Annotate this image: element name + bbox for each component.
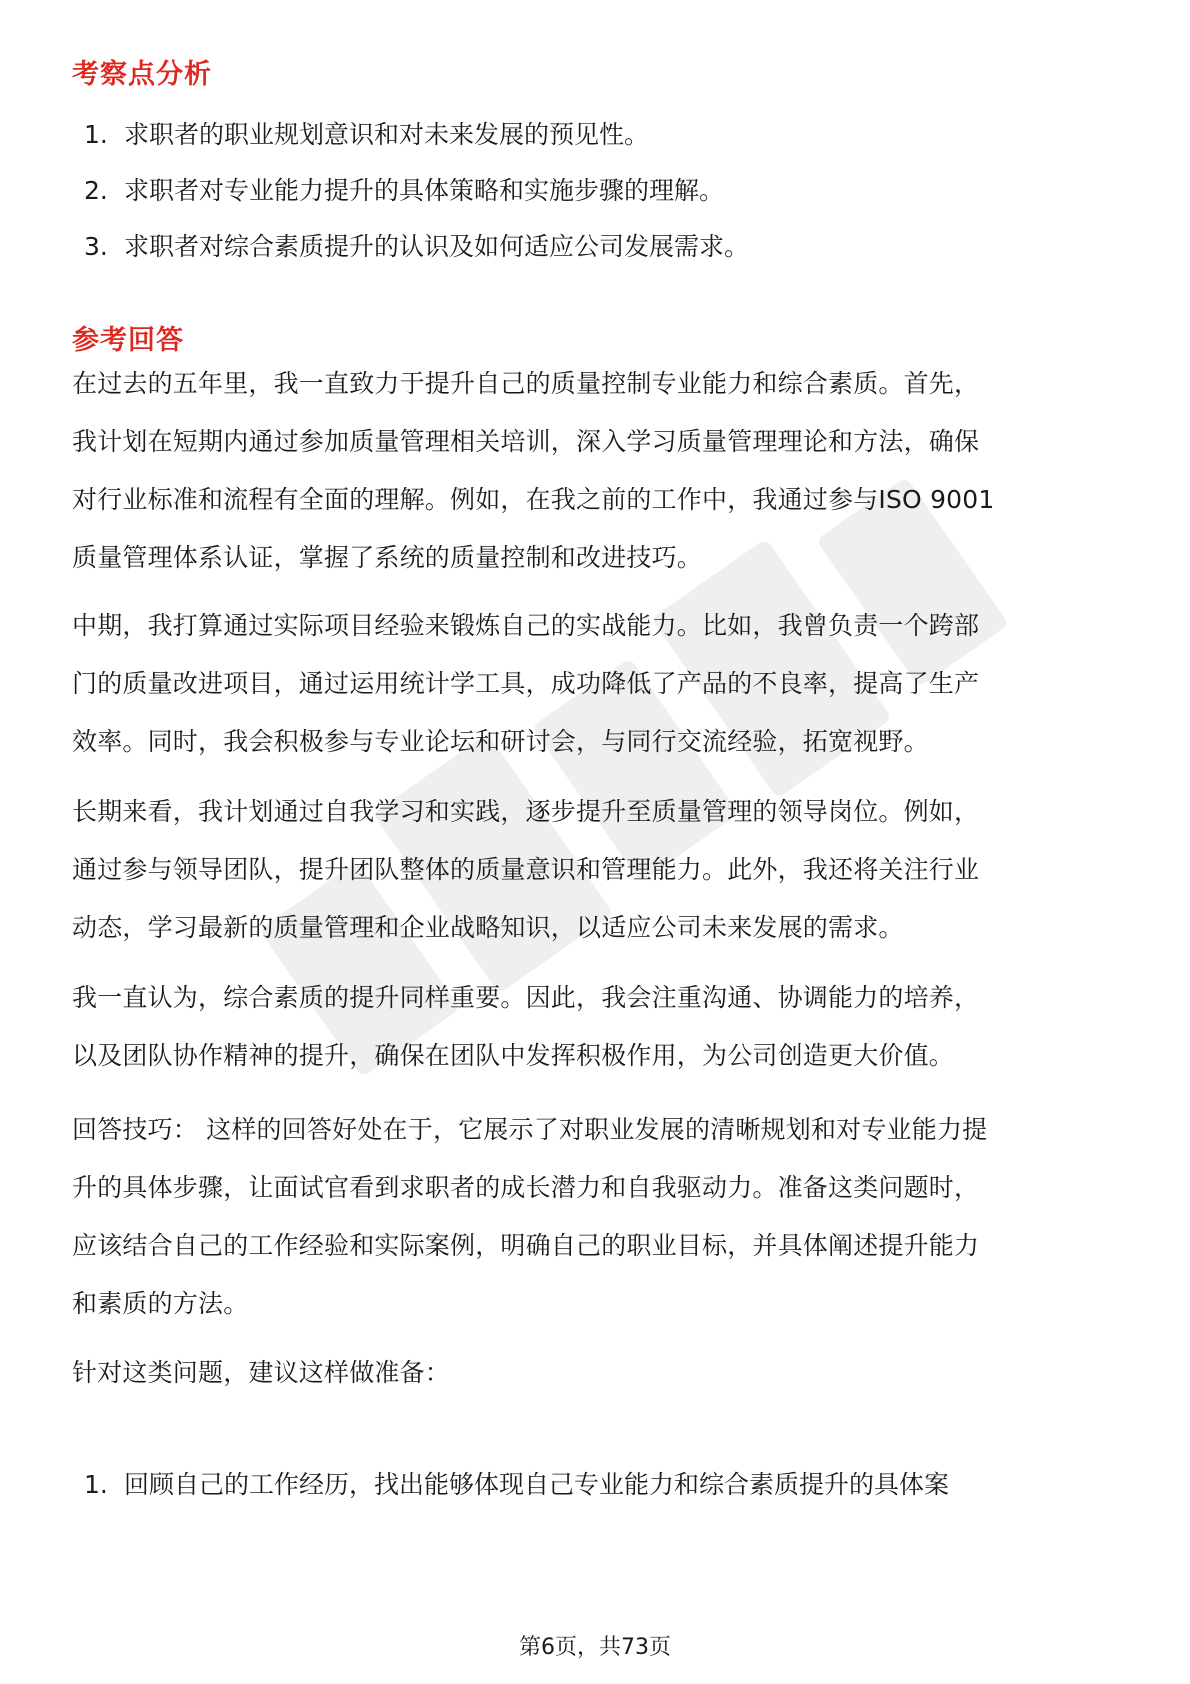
page-number-footer: 第6页，共73页 xyxy=(519,1635,671,1660)
text-line: 门的质量改进项目，通过运用统计学工具，成功降低了产品的不良率，提高了生产 xyxy=(72,669,980,698)
text-line: 效率。同时，我会积极参与专业论坛和研讨会，与同行交流经验，拓宽视野。 xyxy=(72,727,929,756)
text-line: 动态，学习最新的质量管理和企业战略知识，以适应公司未来发展的需求。 xyxy=(72,913,904,942)
answer-paragraph xyxy=(72,355,1122,587)
list-text: 回顾自己的工作经历，找出能够体现自己专业能力和综合素质提升的具体案 xyxy=(124,1470,950,1499)
prep-intro-paragraph xyxy=(72,1344,1122,1402)
text-line: 质量管理体系认证，掌握了系统的质量控制和改进技巧。 xyxy=(72,543,703,572)
answer-tips-paragraph xyxy=(72,1101,1122,1333)
text-line: 长期来看，我计划通过自我学习和实践，逐步提升至质量管理的领导岗位。例如， xyxy=(72,797,980,826)
text-line: 升的具体步骤，让面试官看到求职者的成长潜力和自我驱动力。准备这类问题时， xyxy=(72,1173,980,1202)
list-number: 2. xyxy=(84,176,108,205)
section-heading-reference-answer: 参考回答 xyxy=(72,325,184,356)
section-heading-analysis: 考察点分析 xyxy=(72,59,212,90)
text-line: 以及团队协作精神的提升，确保在团队中发挥积极作用，为公司创造更大价值。 xyxy=(72,1041,955,1070)
text-line: 我计划在短期内通过参加质量管理相关培训，深入学习质量管理理论和方法，确保 xyxy=(72,427,980,456)
list-text: 求职者的职业规划意识和对未来发展的预见性。 xyxy=(124,120,650,149)
list-number: 1. xyxy=(84,1470,108,1499)
list-number: 1. xyxy=(84,120,108,149)
text-line: 应该结合自己的工作经验和实际案例，明确自己的职业目标，并具体阐述提升能力 xyxy=(72,1231,980,1260)
text-line: 对行业标准和流程有全面的理解。例如，在我之前的工作中，我通过参与ISO 9001 xyxy=(72,485,995,514)
text-line: 中期，我打算通过实际项目经验来锻炼自己的实战能力。比如，我曾负责一个跨部 xyxy=(72,611,980,640)
text-line: 和素质的方法。 xyxy=(72,1289,249,1318)
answer-paragraph xyxy=(72,783,1122,957)
list-item xyxy=(84,230,749,264)
answer-paragraph xyxy=(72,969,1122,1085)
list-text: 求职者对综合素质提升的认识及如何适应公司发展需求。 xyxy=(124,232,750,261)
list-item xyxy=(84,174,724,208)
answer-paragraph xyxy=(72,597,1122,771)
text-line: 针对这类问题，建议这样做准备： xyxy=(72,1358,451,1387)
text-line: 回答技巧： 这样的回答好处在于，它展示了对职业发展的清晰规划和对专业能力提 xyxy=(72,1115,988,1144)
list-item xyxy=(84,118,649,152)
list-number: 3. xyxy=(84,232,108,261)
text-line: 通过参与领导团队，提升团队整体的质量意识和管理能力。此外，我还将关注行业 xyxy=(72,855,980,884)
text-line: 在过去的五年里，我一直致力于提升自己的质量控制专业能力和综合素质。首先， xyxy=(72,369,980,398)
list-item xyxy=(84,1468,949,1502)
list-text: 求职者对专业能力提升的具体策略和实施步骤的理解。 xyxy=(124,176,725,205)
text-line: 我一直认为，综合素质的提升同样重要。因此，我会注重沟通、协调能力的培养， xyxy=(72,983,980,1012)
